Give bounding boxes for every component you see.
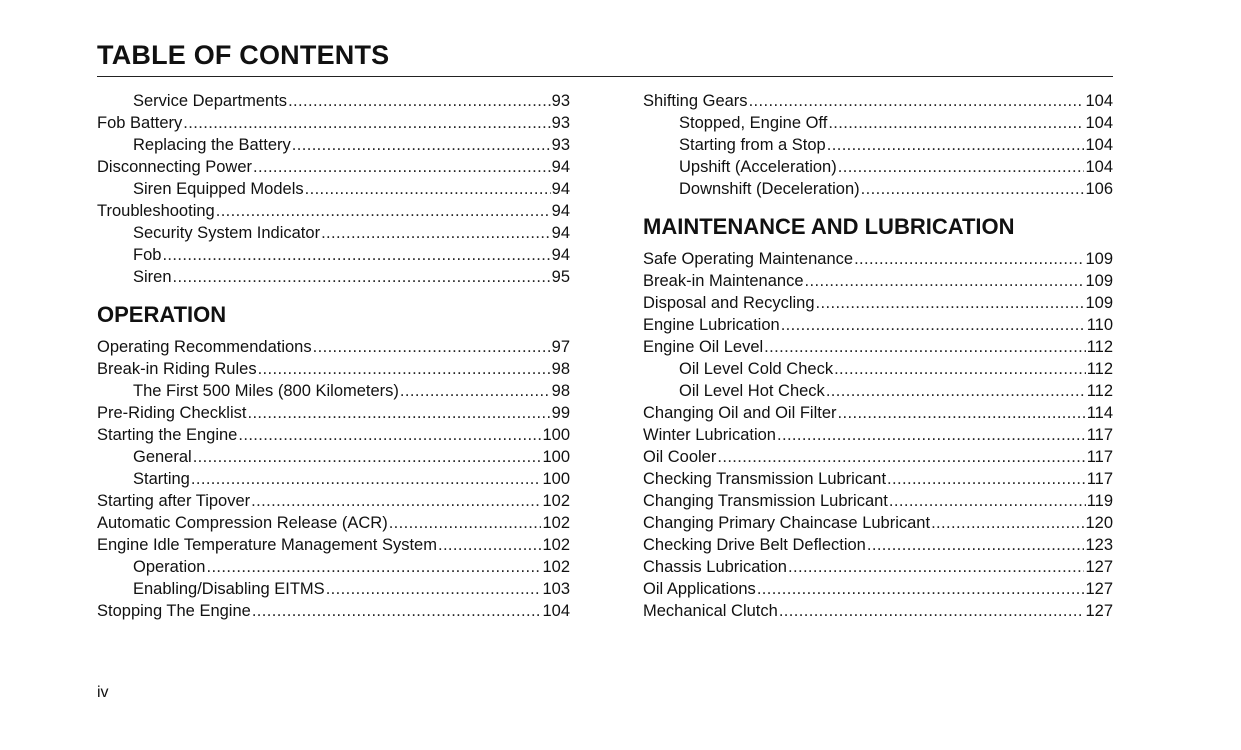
toc-entry-page: 127 bbox=[1085, 580, 1113, 598]
dot-leader bbox=[861, 178, 1085, 200]
toc-entry-page: 120 bbox=[1085, 514, 1113, 532]
dot-leader bbox=[400, 380, 551, 402]
toc-entry-label: Break-in Maintenance bbox=[643, 272, 804, 290]
toc-entry-page: 102 bbox=[542, 514, 570, 532]
dot-leader bbox=[717, 446, 1085, 468]
toc-entry-label: Changing Transmission Lubricant bbox=[643, 492, 888, 510]
toc-entry-page: 127 bbox=[1085, 602, 1113, 620]
toc-entry-label: Oil Level Cold Check bbox=[679, 360, 834, 378]
toc-entry[interactable] bbox=[643, 468, 1113, 490]
dot-leader bbox=[931, 512, 1084, 534]
toc-entry[interactable] bbox=[643, 446, 1113, 468]
toc-entry[interactable] bbox=[643, 556, 1113, 578]
toc-entry-page: 97 bbox=[551, 338, 570, 356]
toc-entry-label: Checking Transmission Lubricant bbox=[643, 470, 887, 488]
toc-entry-label: General bbox=[133, 448, 192, 466]
toc-entry[interactable] bbox=[643, 380, 1113, 402]
toc-entry-page: 95 bbox=[551, 268, 570, 286]
dot-leader bbox=[313, 336, 551, 358]
toc-entry-page: 117 bbox=[1086, 470, 1113, 488]
toc-entry[interactable] bbox=[643, 134, 1113, 156]
toc-entry-label: Stopped, Engine Off bbox=[679, 114, 828, 132]
toc-entry-label: Engine Idle Temperature Management System bbox=[97, 536, 437, 554]
right-entries-a bbox=[643, 90, 1113, 200]
toc-entry-page: 109 bbox=[1085, 294, 1113, 312]
toc-entry-page: 112 bbox=[1086, 338, 1113, 356]
toc-entry-page: 109 bbox=[1085, 272, 1113, 290]
toc-entry-page: 114 bbox=[1086, 404, 1113, 422]
toc-entry-page: 104 bbox=[1085, 92, 1113, 110]
dot-leader bbox=[838, 402, 1086, 424]
toc-entry-label: Changing Primary Chaincase Lubricant bbox=[643, 514, 931, 532]
toc-entry-page: 119 bbox=[1086, 492, 1113, 510]
dot-leader bbox=[828, 112, 1084, 134]
toc-entry[interactable] bbox=[97, 358, 570, 380]
toc-entry-label: Shifting Gears bbox=[643, 92, 748, 110]
toc-entry-page: 103 bbox=[542, 580, 570, 598]
toc-entry[interactable] bbox=[643, 270, 1113, 292]
toc-entry[interactable] bbox=[643, 490, 1113, 512]
toc-entry-page: 100 bbox=[542, 448, 570, 466]
toc-entry-label: Chassis Lubrication bbox=[643, 558, 787, 576]
toc-entry[interactable] bbox=[97, 112, 570, 134]
dot-leader bbox=[389, 512, 542, 534]
toc-entry-label: Oil Applications bbox=[643, 580, 756, 598]
toc-entry-page: 110 bbox=[1086, 316, 1113, 334]
toc-entry[interactable] bbox=[97, 222, 570, 244]
toc-entry-page: 102 bbox=[542, 492, 570, 510]
dot-leader bbox=[826, 380, 1086, 402]
dot-leader bbox=[247, 402, 550, 424]
toc-entry-label: Enabling/Disabling EITMS bbox=[133, 580, 325, 598]
dot-leader bbox=[777, 424, 1086, 446]
toc-entry-page: 98 bbox=[551, 360, 570, 378]
toc-entry-page: 94 bbox=[551, 224, 570, 242]
dot-leader bbox=[779, 600, 1085, 622]
toc-entry-label: Oil Level Hot Check bbox=[679, 382, 825, 400]
toc-entry-label: Service Departments bbox=[133, 92, 288, 110]
dot-leader bbox=[258, 358, 551, 380]
left-entries-b bbox=[97, 336, 570, 622]
toc-entry-label: Stopping The Engine bbox=[97, 602, 251, 620]
toc-entry-label: Changing Oil and Oil Filter bbox=[643, 404, 837, 422]
toc-entry-label: Starting after Tipover bbox=[97, 492, 251, 510]
toc-entry-label: Starting the Engine bbox=[97, 426, 238, 444]
toc-entry[interactable] bbox=[97, 266, 570, 288]
dot-leader bbox=[321, 222, 551, 244]
toc-entry-label: Disposal and Recycling bbox=[643, 294, 815, 312]
toc-entry[interactable] bbox=[97, 402, 570, 424]
toc-entry-page: 93 bbox=[551, 114, 570, 132]
toc-entry-label: Engine Lubrication bbox=[643, 316, 780, 334]
toc-entry[interactable] bbox=[643, 424, 1113, 446]
toc-entry-label: Disconnecting Power bbox=[97, 158, 252, 176]
toc-entry[interactable] bbox=[97, 424, 570, 446]
section-heading-operation: OPERATION bbox=[97, 302, 227, 327]
right-entries-b bbox=[643, 248, 1113, 622]
toc-entry[interactable] bbox=[97, 600, 570, 622]
dot-leader bbox=[867, 534, 1085, 556]
page-title: TABLE OF CONTENTS bbox=[97, 40, 390, 70]
dot-leader bbox=[838, 156, 1085, 178]
toc-entry-label: Oil Cooler bbox=[643, 448, 717, 466]
toc-entry-page: 112 bbox=[1086, 360, 1113, 378]
toc-entry-page: 123 bbox=[1085, 536, 1113, 554]
toc-entry-page: 102 bbox=[542, 536, 570, 554]
page-number: iv bbox=[97, 684, 109, 701]
toc-entry[interactable] bbox=[97, 200, 570, 222]
toc-entry-page: 99 bbox=[551, 404, 570, 422]
toc-entry-page: 104 bbox=[542, 602, 570, 620]
toc-entry-page: 117 bbox=[1086, 448, 1113, 466]
toc-entry[interactable] bbox=[97, 490, 570, 512]
toc-entry[interactable] bbox=[97, 380, 570, 402]
toc-entry-page: 104 bbox=[1085, 114, 1113, 132]
toc-entry-page: 94 bbox=[551, 158, 570, 176]
toc-entry-label: Replacing the Battery bbox=[133, 136, 291, 154]
toc-entry[interactable] bbox=[643, 112, 1113, 134]
dot-leader bbox=[162, 244, 550, 266]
toc-entry[interactable] bbox=[97, 90, 570, 112]
toc-entry-page: 112 bbox=[1086, 382, 1113, 400]
dot-leader bbox=[889, 490, 1086, 512]
toc-entry[interactable] bbox=[643, 292, 1113, 314]
toc-entry-label: Security System Indicator bbox=[133, 224, 321, 242]
toc-entry[interactable] bbox=[643, 600, 1113, 622]
toc-entry[interactable] bbox=[97, 556, 570, 578]
toc-entry-label: Downshift (Deceleration) bbox=[679, 180, 860, 198]
toc-entry-page: 93 bbox=[551, 92, 570, 110]
dot-leader bbox=[827, 134, 1085, 156]
toc-entry-page: 98 bbox=[551, 382, 570, 400]
toc-entry[interactable] bbox=[97, 134, 570, 156]
toc-entry[interactable] bbox=[643, 578, 1113, 600]
dot-leader bbox=[251, 490, 541, 512]
toc-entry[interactable] bbox=[643, 314, 1113, 336]
dot-leader bbox=[206, 556, 541, 578]
toc-entry[interactable] bbox=[643, 402, 1113, 424]
toc-entry[interactable] bbox=[643, 156, 1113, 178]
toc-entry-label: Siren Equipped Models bbox=[133, 180, 304, 198]
toc-entry-page: 94 bbox=[551, 180, 570, 198]
toc-entry-label: Fob bbox=[133, 246, 162, 264]
dot-leader bbox=[438, 534, 542, 556]
toc-entry[interactable] bbox=[643, 534, 1113, 556]
toc-entry[interactable] bbox=[643, 358, 1113, 380]
toc-entry-label: Starting bbox=[133, 470, 190, 488]
toc-entry[interactable] bbox=[643, 90, 1113, 112]
dot-leader bbox=[292, 134, 551, 156]
section-heading-maintenance: MAINTENANCE AND LUBRICATION bbox=[643, 214, 1015, 239]
toc-entry[interactable] bbox=[643, 178, 1113, 200]
dot-leader bbox=[757, 578, 1085, 600]
dot-leader bbox=[781, 314, 1086, 336]
toc-entry[interactable] bbox=[97, 446, 570, 468]
dot-leader bbox=[887, 468, 1086, 490]
toc-entry-page: 106 bbox=[1085, 180, 1113, 198]
dot-leader bbox=[288, 90, 551, 112]
toc-entry[interactable] bbox=[643, 336, 1113, 358]
toc-entry-page: 100 bbox=[542, 426, 570, 444]
toc-entry-page: 104 bbox=[1085, 158, 1113, 176]
dot-leader bbox=[252, 600, 542, 622]
dot-leader bbox=[183, 112, 550, 134]
toc-entry[interactable] bbox=[97, 534, 570, 556]
dot-leader bbox=[805, 270, 1085, 292]
dot-leader bbox=[305, 178, 551, 200]
toc-entry-label: Operating Recommendations bbox=[97, 338, 312, 356]
toc-entry-page: 104 bbox=[1085, 136, 1113, 154]
toc-entry[interactable] bbox=[97, 336, 570, 358]
toc-entry-label: Checking Drive Belt Deflection bbox=[643, 536, 866, 554]
title-divider bbox=[97, 76, 1113, 77]
dot-leader bbox=[253, 156, 551, 178]
toc-entry-label: Safe Operating Maintenance bbox=[643, 250, 854, 268]
left-entries-a bbox=[97, 90, 570, 288]
dot-leader bbox=[749, 90, 1085, 112]
toc-entry-page: 94 bbox=[551, 202, 570, 220]
toc-entry[interactable] bbox=[97, 468, 570, 490]
dot-leader bbox=[326, 578, 542, 600]
toc-entry-page: 102 bbox=[542, 558, 570, 576]
dot-leader bbox=[193, 446, 542, 468]
dot-leader bbox=[216, 200, 551, 222]
toc-entry-label: Siren bbox=[133, 268, 172, 286]
toc-entry-label: Troubleshooting bbox=[97, 202, 215, 220]
dot-leader bbox=[173, 266, 551, 288]
toc-entry[interactable] bbox=[97, 512, 570, 534]
toc-entry-label: Starting from a Stop bbox=[679, 136, 826, 154]
toc-entry-label: Winter Lubrication bbox=[643, 426, 776, 444]
toc-entry-label: Break-in Riding Rules bbox=[97, 360, 257, 378]
toc-entry[interactable] bbox=[97, 178, 570, 200]
toc-entry-page: 117 bbox=[1086, 426, 1113, 444]
toc-entry-page: 100 bbox=[542, 470, 570, 488]
toc-entry-label: Fob Battery bbox=[97, 114, 183, 132]
dot-leader bbox=[764, 336, 1086, 358]
toc-entry[interactable] bbox=[643, 248, 1113, 270]
dot-leader bbox=[191, 468, 542, 490]
toc-entry-label: Pre-Riding Checklist bbox=[97, 404, 247, 422]
toc-entry[interactable] bbox=[643, 512, 1113, 534]
dot-leader bbox=[816, 292, 1085, 314]
toc-entry-label: Automatic Compression Release (ACR) bbox=[97, 514, 388, 532]
toc-entry-label: Engine Oil Level bbox=[643, 338, 764, 356]
toc-entry-page: 94 bbox=[551, 246, 570, 264]
toc-entry[interactable] bbox=[97, 578, 570, 600]
dot-leader bbox=[788, 556, 1084, 578]
left-column bbox=[97, 90, 570, 622]
toc-entry-label: Mechanical Clutch bbox=[643, 602, 778, 620]
toc-entry-label: Operation bbox=[133, 558, 206, 576]
toc-entry-page: 109 bbox=[1085, 250, 1113, 268]
dot-leader bbox=[238, 424, 541, 446]
toc-entry-label: The First 500 Miles (800 Kilometers) bbox=[133, 382, 399, 400]
toc-entry-label: Upshift (Acceleration) bbox=[679, 158, 837, 176]
toc-entry-page: 93 bbox=[551, 136, 570, 154]
toc-entry[interactable] bbox=[97, 156, 570, 178]
toc-entry-page: 127 bbox=[1085, 558, 1113, 576]
dot-leader bbox=[854, 248, 1084, 270]
right-column bbox=[643, 90, 1113, 622]
dot-leader bbox=[834, 358, 1086, 380]
toc-entry[interactable] bbox=[97, 244, 570, 266]
